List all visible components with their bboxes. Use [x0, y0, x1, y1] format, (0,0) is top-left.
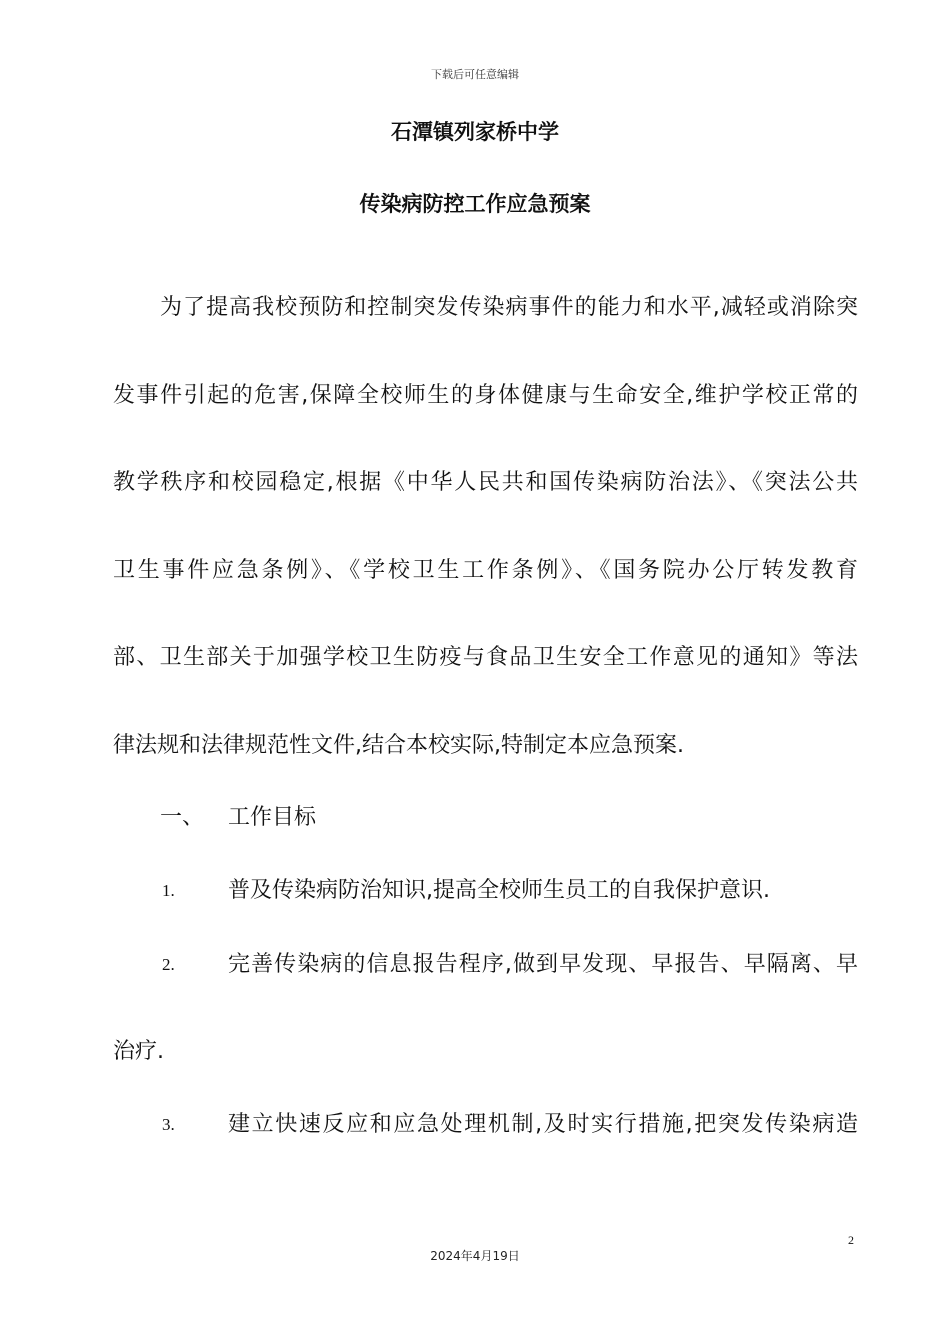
item-text: 建立快速反应和应急处理机制,及时实行措施,把突发传染病造 — [228, 1112, 858, 1137]
header-note: 下载后可任意编辑 — [431, 68, 519, 81]
footer-date: 2024年4月19日 — [430, 1249, 520, 1263]
item-text: 完善传染病的信息报告程序,做到早发现、早报告、早隔离、早 — [228, 952, 858, 977]
section-heading: 工作目标 — [228, 805, 317, 830]
item-text: 普及传染病防治知识,提高全校师生员工的自我保护意识. — [228, 878, 770, 903]
intro-line: 发事件引起的危害,保障全校师生的身体健康与生命安全,维护学校正常的 — [113, 383, 858, 408]
intro-line: 律法规和法律规范性文件,结合本校实际,特制定本应急预案. — [113, 733, 684, 758]
item-number: 3. — [162, 1115, 175, 1134]
plan-title: 传染病防控工作应急预案 — [359, 192, 591, 216]
item-text-continued: 治疗. — [113, 1039, 164, 1064]
intro-line: 为了提高我校预防和控制突发传染病事件的能力和水平,减轻或消除突 — [160, 295, 858, 320]
intro-line: 卫生事件应急条例》、《学校卫生工作条例》、《国务院办公厅转发教育 — [113, 558, 858, 583]
item-number: 1. — [162, 881, 175, 900]
school-title: 石潭镇列家桥中学 — [391, 120, 559, 144]
section-number: 一、 — [160, 805, 205, 830]
item-number: 2. — [162, 955, 175, 974]
intro-line: 教学秩序和校园稳定,根据《中华人民共和国传染病防治法》、《突法公共 — [113, 470, 858, 495]
intro-line: 部、卫生部关于加强学校卫生防疫与食品卫生安全工作意见的通知》等法 — [113, 645, 858, 670]
page-number: 2 — [848, 1233, 854, 1247]
